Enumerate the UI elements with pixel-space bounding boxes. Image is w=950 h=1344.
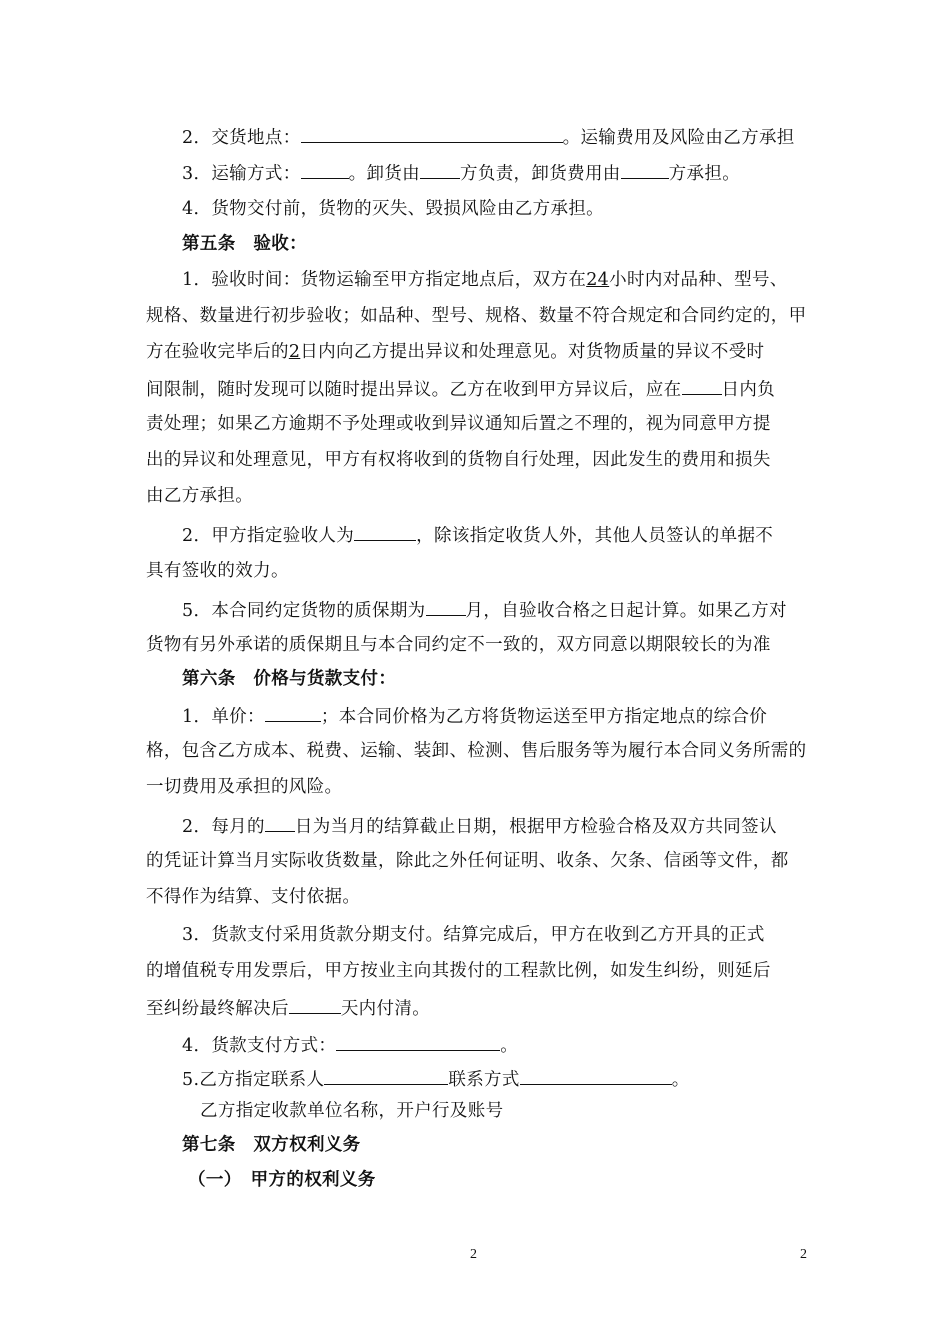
blank-field xyxy=(301,124,563,143)
paragraph-line: 1．单价： ；本合同价格为乙方将货物运送至甲方指定地点的综合价 xyxy=(182,703,852,729)
paragraph-line: 由乙方承担。 xyxy=(146,486,254,506)
blank-field xyxy=(426,597,466,616)
page-number: 2 xyxy=(470,1247,477,1262)
paragraph-line: 4．货款支付方式： 。 xyxy=(182,1032,852,1058)
paragraph-line: 格，包含乙方成本、税费、运输、装卸、检测、售后服务等为履行本合同义务所需的 xyxy=(146,741,807,761)
article-7-heading: 第七条 双方权利义务 xyxy=(182,1135,361,1155)
page-number: 2 xyxy=(800,1247,807,1262)
delivery-place-line: 2．交货地点： 。运输费用及风险由乙方承担 xyxy=(182,124,852,150)
paragraph-line: 具有签收的效力。 xyxy=(146,561,289,581)
transport-method-line: 3．运输方式： 。卸货由 方负责，卸货费用由 方承担。 xyxy=(182,160,852,186)
blank-field xyxy=(336,1032,500,1051)
paragraph-line: 出的异议和处理意见，甲方有权将收到的货物自行处理，因此发生的费用和损失 xyxy=(146,450,771,470)
paragraph-line: 货物有另外承诺的质保期且与本合同约定不一致的，双方同意以期限较长的为准 xyxy=(146,635,771,655)
blank-field xyxy=(265,703,321,722)
paragraph-line: 1．验收时间：货物运输至甲方指定地点后，双方在24小时内对品种、型号、 xyxy=(182,270,788,290)
blank-field xyxy=(289,995,341,1014)
section-heading: （一） 甲方的权利义务 xyxy=(188,1170,376,1190)
blank-field xyxy=(324,1066,448,1085)
paragraph-line: 2．甲方指定验收人为 ，除该指定收货人外，其他人员签认的单据不 xyxy=(182,522,852,548)
paragraph-line: 一切费用及承担的风险。 xyxy=(146,777,343,797)
blank-field xyxy=(420,160,460,179)
paragraph-line: 规格、数量进行初步验收；如品种、型号、规格、数量不符合规定和合同约定的，甲 xyxy=(146,306,807,326)
paragraph-line: 不得作为结算、支付依据。 xyxy=(146,887,361,907)
paragraph-line: 的凭证计算当月实际收货数量，除此之外任何证明、收条、欠条、信函等文件，都 xyxy=(146,851,789,871)
blank-field xyxy=(354,522,416,541)
paragraph-line: 至纠纷最终解决后 天内付清。 xyxy=(146,995,816,1021)
article-6-heading: 第六条 价格与货款支付： xyxy=(182,669,397,689)
paragraph-line: 间限制，随时发现可以随时提出异议。乙方在收到甲方异议后，应在 日内负 xyxy=(146,376,816,402)
paragraph-line: 乙方指定收款单位名称，开户行及账号 xyxy=(200,1101,504,1121)
blank-field xyxy=(682,376,722,395)
article-5-heading: 第五条 验收： xyxy=(182,234,307,254)
blank-field xyxy=(301,160,349,179)
blank-field xyxy=(265,813,295,832)
blank-field xyxy=(621,160,669,179)
blank-field xyxy=(520,1066,672,1085)
paragraph-line: 责处理；如果乙方逾期不予处理或收到异议通知后置之不理的，视为同意甲方提 xyxy=(146,414,771,434)
paragraph-line: 5.乙方指定联系人 联系方式 。 xyxy=(182,1066,852,1092)
paragraph-line: 方在验收完毕后的2日内向乙方提出异议和处理意见。对货物质量的异议不受时 xyxy=(146,342,765,362)
risk-line: 4．货物交付前，货物的灭失、毁损风险由乙方承担。 xyxy=(182,199,605,219)
paragraph-line: 3．货款支付采用货款分期支付。结算完成后，甲方在收到乙方开具的正式 xyxy=(182,925,765,945)
paragraph-line: 5．本合同约定货物的质保期为 月，自验收合格之日起计算。如果乙方对 xyxy=(182,597,852,623)
paragraph-line: 2．每月的 日为当月的结算截止日期，根据甲方检验合格及双方共同签认 xyxy=(182,813,852,839)
paragraph-line: 的增值税专用发票后，甲方按业主向其拨付的工程款比例，如发生纠纷，则延后 xyxy=(146,961,771,981)
